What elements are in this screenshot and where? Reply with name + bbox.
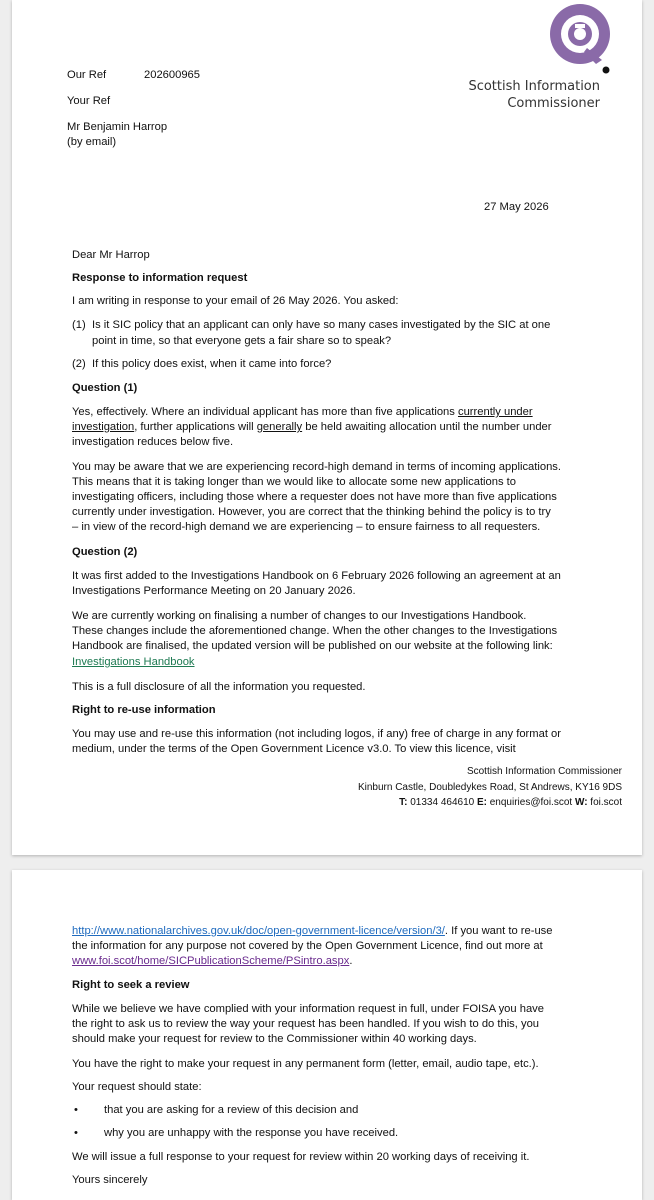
answer-2-para2-c: Handbook are finalised, the updated version will be published on our website at the following link: xyxy=(72,640,553,652)
logo-line-2: Commissioner xyxy=(507,96,600,111)
sic-logo-icon xyxy=(542,0,620,78)
answer-1-para2-d: currently under investigation. However, you are correct that the thinking behind the policy is to try xyxy=(72,506,551,518)
answer-1-para2-e: – in view of the record-high demand we are experiencing – to ensure fairness to all requesters. xyxy=(72,521,541,533)
intro-text: I am writing in response to your email of 26 May 2026. You asked: xyxy=(72,295,399,307)
logo-wordmark xyxy=(468,78,600,112)
footer-email-label: E: xyxy=(476,797,487,808)
footer-web: foi.scot xyxy=(587,797,622,808)
answer-1-underline-b: investigation xyxy=(72,421,135,433)
letter-footer xyxy=(358,764,622,811)
question-2-text: If this policy does exist, when it came into force? xyxy=(92,358,332,370)
heading-question-1: Question (1) xyxy=(72,382,138,394)
reuse-line-b: medium, under the terms of the Open Government Licence v3.0. To view this licence, visit xyxy=(72,743,516,755)
licence-line-b: the information for any purpose not covered by the Open Government Licence, find out more at xyxy=(72,940,543,952)
answer-1-line-b-text: , further applications will xyxy=(134,421,257,433)
footer-org: Scottish Information Commissioner xyxy=(466,766,622,777)
permanent-form-text: You have the right to make your request in any permanent form (letter, email, audio tape, etc.). xyxy=(72,1058,539,1070)
list-item: why you are unhappy with the response you have received. xyxy=(104,1127,399,1139)
answer-2-line-b: Investigations Performance Meeting on 20 January 2026. xyxy=(72,585,356,597)
answer-2-para2-a: We are currently working on finalising a number of changes to our Investigations Handbook. xyxy=(72,610,527,622)
licence-line-c-text: . xyxy=(349,955,353,967)
answer-1-line-b xyxy=(72,420,552,435)
answer-1-line-c: investigation reduces below five. xyxy=(72,436,234,448)
salutation: Dear Mr Harrop xyxy=(72,249,150,261)
should-state-text: Your request should state: xyxy=(72,1081,202,1093)
answer-2-line-a: It was first added to the Investigations Handbook on 6 February 2026 following an agreement at an xyxy=(72,570,561,582)
licence-line-c xyxy=(72,954,352,969)
ogl-licence-link[interactable]: http://www.nationalarchives.gov.uk/doc/open-government-licence/version/3/ xyxy=(72,925,445,937)
review-line-a: While we believe we have complied with your information request in full, under FOISA you have xyxy=(72,1003,544,1015)
review-line-c: should make your request for review to the Commissioner within 40 working days. xyxy=(72,1033,477,1045)
list-item: that you are asking for a review of this decision and xyxy=(104,1104,359,1116)
answer-1-underline-a: currently under xyxy=(457,406,533,418)
answer-1-para2-a: You may be aware that we are experiencing record-high demand in terms of incoming applications. xyxy=(72,461,561,473)
your-ref-label: Your Ref xyxy=(67,95,111,107)
bullet-dot: • xyxy=(74,1104,78,1116)
answer-2-para2-b: These changes include the aforementioned change. When the other changes to the Investigations xyxy=(72,625,558,637)
licence-line-a xyxy=(72,924,552,939)
answer-1-underline-c: generally xyxy=(256,421,303,433)
question-1-line-b: point in time, so that everyone gets a fair share so to speak? xyxy=(92,335,392,347)
publication-scheme-link[interactable]: www.foi.scot/home/SICPublicationScheme/PSintro.aspx xyxy=(72,955,350,967)
answer-1-line-b-text-2: be held awaiting allocation until the number under xyxy=(302,421,552,433)
footer-phone: 01334 464610 xyxy=(407,797,477,808)
licence-line-a-text: . If you want to re-use xyxy=(444,925,553,937)
question-2-number: (2) xyxy=(72,358,86,370)
letter-page-1 xyxy=(12,0,642,855)
our-ref-label: Our Ref xyxy=(67,69,107,81)
heading-reuse: Right to re-use information xyxy=(72,704,216,716)
letter-date: 27 May 2026 xyxy=(484,201,549,213)
footer-address: Kinburn Castle, Doubledykes Road, St Andrews, KY16 9DS xyxy=(357,781,622,793)
review-line-b: the right to ask us to review the way your request has been handled. If you wish to do this, you xyxy=(72,1018,540,1030)
reuse-line-a: You may use and re-use this information (not including logos, if any) free of charge in any format or xyxy=(72,728,561,740)
answer-1-para2-c: investigating officers, including those where a requester does not have more than five applications xyxy=(72,491,557,503)
letter-page-2 xyxy=(12,870,642,1200)
answer-1-para2-b: This means that it is taking longer than we would like to allocate some new applications to xyxy=(72,476,517,488)
answer-1-line-a-text: Yes, effectively. Where an individual applicant has more than five applications xyxy=(72,406,458,418)
footer-phone-label: T: xyxy=(399,797,408,808)
full-response-text: We will issue a full response to your request for review within 20 working days of receiving it. xyxy=(72,1151,530,1163)
signoff: Yours sincerely xyxy=(72,1174,148,1186)
recipient-method: (by email) xyxy=(67,136,117,148)
heading-review: Right to seek a review xyxy=(72,979,190,991)
footer-contacts xyxy=(358,795,622,811)
answer-1-line-a xyxy=(72,405,533,420)
question-1-number: (1) xyxy=(72,319,86,331)
disclosure-text: This is a full disclosure of all the information you requested. xyxy=(72,681,366,693)
investigations-handbook-link[interactable]: Investigations Handbook xyxy=(72,656,195,668)
footer-web-label: W: xyxy=(574,797,588,808)
bullet-dot: • xyxy=(74,1127,78,1139)
footer-email: enquiries@foi.scot xyxy=(486,797,575,808)
our-ref-value: 202600965 xyxy=(144,69,200,81)
logo-line-1: Scottish Information xyxy=(468,79,600,94)
heading-question-2: Question (2) xyxy=(72,546,138,558)
recipient-name: Mr Benjamin Harrop xyxy=(67,121,168,133)
heading-response: Response to information request xyxy=(72,272,248,284)
question-1-line-a: Is it SIC policy that an applicant can only have so many cases investigated by the SIC at one xyxy=(92,319,551,331)
